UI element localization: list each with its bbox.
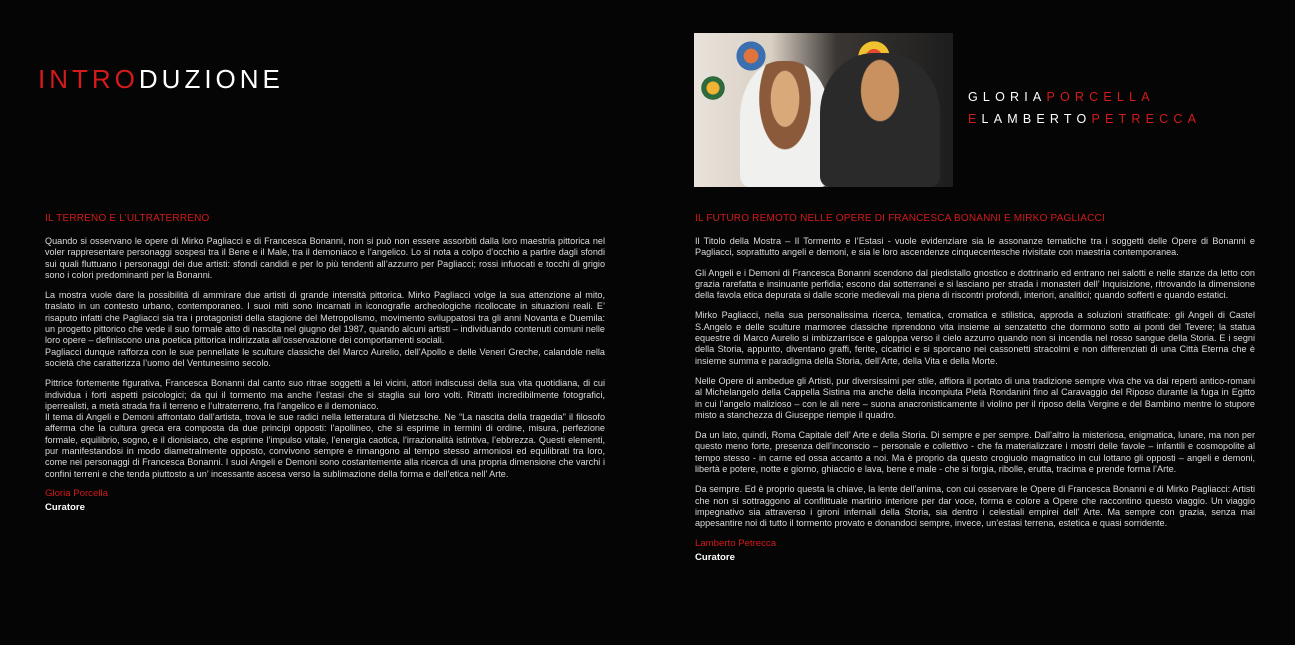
right-section-heading: IL FUTURO REMOTO NELLE OPERE DI FRANCESCA BONANNI E MIRKO PAGLIACCI <box>695 213 1105 224</box>
paragraph: Nelle Opere di ambedue gli Artisti, pur diversissimi per stile, affiora il portato di una tradizione sempre viva che va dai reperti antico-romani al Michelangelo della Cappella Sistina ma anche della incompiuta Pietà Rondanini fino al Caravaggio del Riposo durante la fuga in Egitto in cui l’angelo malizioso – con le ali nere – suona anacronisticamente il violino per il riposo della Vergine e del Bambino mentre lo stupore misto a stanchezza di Giuseppe riempie il quadro. <box>695 375 1255 420</box>
paragraph: Il Titolo della Mostra – Il Tormento e l’Estasi - vuole evidenziare sia le assonanze tematiche tra i soggetti delle Opere di Bonanni e Pagliacci, soprattutto angeli e demoni, e sia le loro ascendenze cinquecentesche rivisitate con maestria contemporanea. <box>695 236 1255 258</box>
paragraph: Mirko Pagliacci, nella sua personalissima ricerca, tematica, cromatica e stilistica, approda a soluzioni stratificate: gli Angeli di Castel S.Angelo e delle sculture marmoree classiche riprendono vita insieme ai senzatetto che dormono sotto ai ponti del Tevere; la statua equestre di Marco Aurelio si imbizzarrisce e galoppa verso il cielo azzurro quando non si incendia nel rosso sangue della Storia. E i segni della Storia, appunto, diventano graffi, ferite, cicatrici e si sporcano nei cassonetti stracolmi e non differenziati di una Città Eterna che è insieme summa e paradigma della Storia, dell’Arte, della Vita e della Morte. <box>695 310 1255 366</box>
left-body-text <box>45 236 605 514</box>
page-title <box>38 64 284 95</box>
paragraph: La mostra vuole dare la possibilità di ammirare due artisti di grande intensità pittorica. Mirko Pagliacci volge la sua attenzione al mito, traslato in un contesto urbano, contemporaneo. I suoi miti sono incarnati in iconografie archeologiche ricollocate in situazioni reali. E’ risaputo infatti che Pagliacci sia tra i protagonisti della stagione del Metropolismo, movimento sviluppatosi tra gli anni Novanta e Duemila: un progetto pittorico che vede il suo formale atto di nascita nel giugno del 1987, quando alcuni artisti – individuando contenuti comuni nelle loro opere – definiscono una poetica pittorica indirizzata all’osservazione dei comportamenti sociali. <box>45 290 605 346</box>
paragraph: Da sempre. Ed è proprio questa la chiave, la lente dell’anima, con cui osservare le Opere di Francesca Bonanni e di Mirko Pagliacci: Artisti che non si sottraggono al conflittuale martirio interiore per dar voce, forma e colore a Opere che raccontino questo viaggio. Un viaggio impegnativo sia attraverso i gironi infernali della Storia, sia dentro i celestiali empirei dell’ Arte. Ma sempre con grazia, senza mai appesantire noi di tutto il tormento provato e donandoci sempre, invece, un’estasi terrena, estetica e quasi sorridente. <box>695 484 1255 529</box>
author-conjunction: E <box>968 112 982 126</box>
signature-name: Lamberto Petrecca <box>695 537 777 549</box>
author-line-2 <box>968 112 1258 126</box>
portrait-photo <box>694 33 953 187</box>
signature-name: Gloria Porcella <box>45 487 108 499</box>
signature-role: Curatore <box>45 502 85 514</box>
authors-block <box>968 90 1258 134</box>
title-white-part: DUZIONE <box>138 64 284 94</box>
signature-role: Curatore <box>695 551 735 563</box>
person-man <box>820 53 940 187</box>
author-gloria: GLORIA <box>968 90 1047 104</box>
paragraph: Quando si osservano le opere di Mirko Pagliacci e di Francesca Bonanni, non si può non essere assorbiti dalla loro maestria pittorica nel voler rappresentare personaggi sospesi tra il Bene e il Male, tra il demoniaco e l’angelico. Lo si nota a colpo d’occhio a partire dagli sfondi sui quali fluttuano i personaggi dei due artisti: sfondi candidi e per lo più tendenti all’azzurro per Pagliacci; rossi infuocati e tocchi di grigio sono i colori predominanti per la Bonanni. <box>45 236 605 280</box>
left-section-heading: IL TERRENO E L’ULTRATERRENO <box>45 213 210 224</box>
title-red-part: INTRO <box>38 64 139 94</box>
right-body-text <box>695 236 1255 563</box>
paragraph: Gli Angeli e i Demoni di Francesca Bonanni scendono dal piedistallo gnostico e dottrinario ed entrano nei salotti e nelle stanze da letto con grazia rarefatta e insinuante perfidia; escono dai sotterranei e si lasciano per strada i monasteri dell’ Inquisizione, ritrovando la dimensione della favola etica depurata si dalle scorie medievali ma piena di riscontri profondi, interiori, analitici; quando sofferti e quando estatici. <box>695 267 1255 301</box>
author-line-1 <box>968 90 1258 104</box>
flower-decoration <box>698 73 728 103</box>
author-petrecca: PETRECCA <box>1091 112 1202 126</box>
person-woman <box>740 61 830 187</box>
paragraph: Il tema di Angeli e Demoni affrontato dall’artista, trova le sue radici nella letteratura di Nietzsche. Ne “La nascita della tragedia” il filosofo afferma che la cultura greca era composta da due principi opposti: l’apollineo, che si esprime in termini di ordine, misura, perfezione formale, equilibrio, sogno, e il dionisiaco, che esprime l’impulso vitale, l’energia caotica, l’irrazionalità istintiva, l’ebbrezza. Questi elementi, pur manifestandosi in modo diametralmente opposto, convivono sempre e rimangono al tempo stesso armoniosi ed equilibrati tra loro, come nei personaggi di Francesca Bonanni. I suoi Angeli e Demoni sono costantemente alla ricerca di una propria dimensione che varchi i confini terreni e che tenda piuttosto a un’ incessante ascesa verso la sublimazione della forma e dell’etica nell’ Arte. <box>45 412 605 479</box>
paragraph: Pagliacci dunque rafforza con le sue pennellate le sculture classiche del Marco Aurelio, dell’Apollo e delle Veneri Greche, calandole nella società che caratterizza l’uomo del Ventunesimo secolo. <box>45 346 605 368</box>
author-lamberto: LAMBERTO <box>981 112 1092 126</box>
author-porcella: PORCELLA <box>1046 90 1155 104</box>
paragraph: Da un lato, quindi, Roma Capitale dell’ Arte e della Storia. Di sempre e per sempre. Dall’altro la misteriosa, enigmatica, lunare, ma non per questo meno forte, presenza dell’inconscio – personale e collettivo - che fa materializzare i mostri delle favole – infantili e cosmopolite al tempo stesso - in carne ed ossa accanto a noi. Ma è proprio da questo crogiuolo magmatico in cui lottano gli opposti – angeli e demoni, libertà e potere, notte e giorno, ghiaccio e lava, bene e male - che si forgia, ribolle, erutta, tracima e prende forma l’Arte. <box>695 430 1255 475</box>
paragraph: Pittrice fortemente figurativa, Francesca Bonanni dal canto suo ritrae soggetti a lei vicini, attori indiscussi della sua vita quotidiana, di cui individua i forti aspetti psicologici; da qui il tormento ma anche l’estasi che si staglia sui loro volti. Ritratti incredibilmente fotografici, iperrealisti, a metà strada fra il terreno e l’ultraterreno, fra l’angelico e il demoniaco. <box>45 378 605 411</box>
